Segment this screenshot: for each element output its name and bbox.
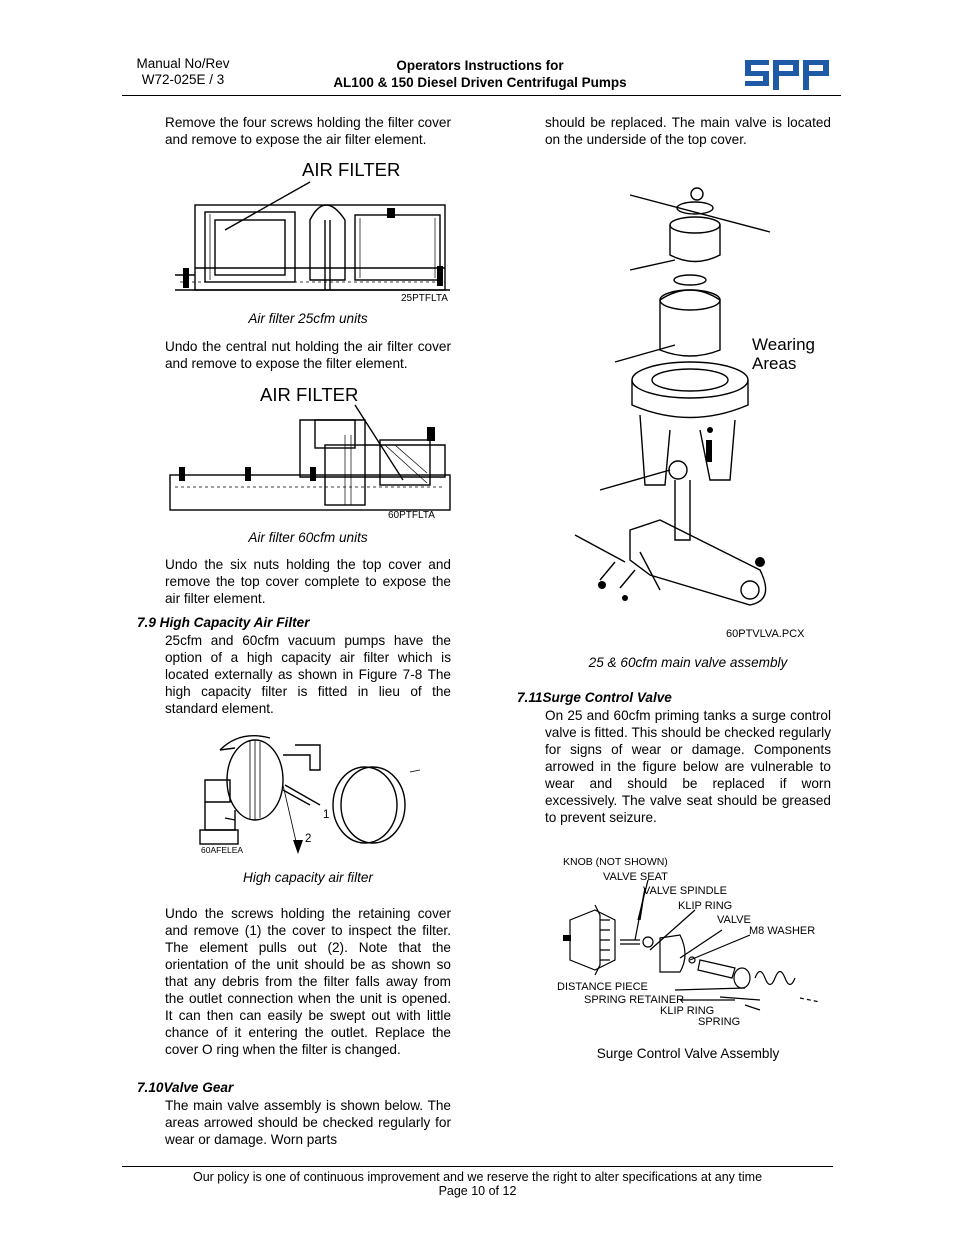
paragraph-retaining-cover: Undo the screws holding the retaining cover and remove (1) the cover to inspect the filter. The element pulls out (2). Note that the orientation of the unit should be as shown so that any debris from the filter falls away from the outlet connection when the unit is opened. It can then can easily be swept out with little chance of it entering the outlet. Replace the cover O ring when the filter is changed. [165, 906, 451, 1057]
fig5-label-valve-spindle: VALVE SPINDLE [643, 885, 727, 897]
main-valve-assembly-drawing [570, 180, 785, 625]
paragraph-should-be-replaced: should be replaced. The main valve is located on the underside of the top cover. [545, 115, 831, 147]
fig5-label-m8-washer: M8 WASHER [749, 925, 816, 937]
fig3-code: 60AFELEA [201, 845, 244, 855]
high-capacity-filter-drawing [195, 730, 435, 855]
fig5-label-spring: SPRING [698, 1016, 741, 1028]
fig2-title: AIR FILTER [260, 384, 359, 405]
footer-policy: Our policy is one of continuous improvement and we reserve the right to alter specifications at any time [192, 1170, 763, 1184]
section-7-11-title: 7.11Surge Control Valve [517, 690, 672, 705]
fig5-label-distance-piece: DISTANCE PIECE [557, 981, 648, 993]
title-line-1: Operators Instructions for [396, 58, 564, 73]
manual-number: W72-025E / 3 [141, 72, 225, 87]
paragraph-remove-screws: Remove the four screws holding the filter cover and remove to expose the air filter element. [165, 115, 451, 147]
fig5-label-knob: KNOB (NOT SHOWN) [563, 856, 668, 868]
title-line-2: AL100 & 150 Diesel Driven Centrifugal Pumps [333, 75, 627, 90]
fig4-code: 60PTVLVA.PCX [726, 628, 805, 640]
fig4-wearing-label: Wearing [752, 335, 815, 354]
section-7-10-title: 7.10Valve Gear [137, 1080, 234, 1095]
fig1-code: 25PTFLTA [401, 293, 448, 304]
section-7-11-text: On 25 and 60cfm priming tanks a surge control valve is fitted. This should be checked regularly for signs of wear or damage. Components arrowed in the figure below are vulnerable to wear and should be replaced if worn excessively. The valve seat should be greased to prevent seizure. [545, 708, 831, 825]
fig4-areas-label: Areas [752, 354, 797, 373]
fig2-caption: Air filter 60cfm units [248, 530, 368, 545]
fig3-label-2: 2 [305, 833, 312, 845]
fig5-label-klip-ring-top: KLIP RING [678, 900, 733, 912]
footer-rule [122, 1166, 833, 1167]
manual-info [118, 56, 248, 88]
fig4-caption: 25 & 60cfm main valve assembly [588, 655, 788, 670]
fig5-caption: Surge Control Valve Assembly [596, 1046, 780, 1061]
fig5-label-spring-retainer: SPRING RETAINER [584, 994, 685, 1006]
paragraph-undo-central-nut: Undo the central nut holding the air filter cover and remove to expose the filter element. [165, 339, 451, 371]
air-filter-25cfm-drawing [165, 180, 455, 300]
fig1-title: AIR FILTER [302, 159, 401, 180]
fig3-caption: High capacity air filter [243, 870, 373, 885]
fig5-label-valve-seat: VALVE SEAT [603, 871, 668, 883]
fig5-label-valve: VALVE [717, 914, 751, 926]
page-footer [122, 1170, 833, 1198]
section-7-9-text: 25cfm and 60cfm vacuum pumps have the option of a high capacity air filter which is located externally as shown in Figure 7-8 The high capacity filter is fitted in lieu of the standard element. [165, 633, 451, 716]
fig5-label-klip-ring-bottom: KLIP RING [660, 1005, 715, 1017]
fig1-caption: Air filter 25cfm units [248, 311, 368, 326]
spp-logo-graphic [743, 56, 829, 90]
manual-label: Manual No/Rev [136, 56, 230, 71]
document-title [290, 57, 670, 91]
page-number: Page 10 of 12 [438, 1184, 517, 1198]
air-filter-60cfm-drawing [165, 405, 455, 515]
fig2-code: 60PTFLTA [388, 510, 435, 521]
paragraph-undo-six-nuts: Undo the six nuts holding the top cover and remove the top cover complete to expose the air filter element. [165, 557, 451, 606]
fig3-label-1: 1 [323, 809, 330, 821]
section-7-10-text: The main valve assembly is shown below. The areas arrowed should be checked regularly for wear or damage. Worn parts [165, 1098, 451, 1147]
fig4-wearing-areas [752, 335, 815, 373]
section-7-9-title: 7.9 High Capacity Air Filter [137, 615, 310, 630]
header-rule [122, 95, 841, 96]
spp-logo [743, 56, 829, 90]
